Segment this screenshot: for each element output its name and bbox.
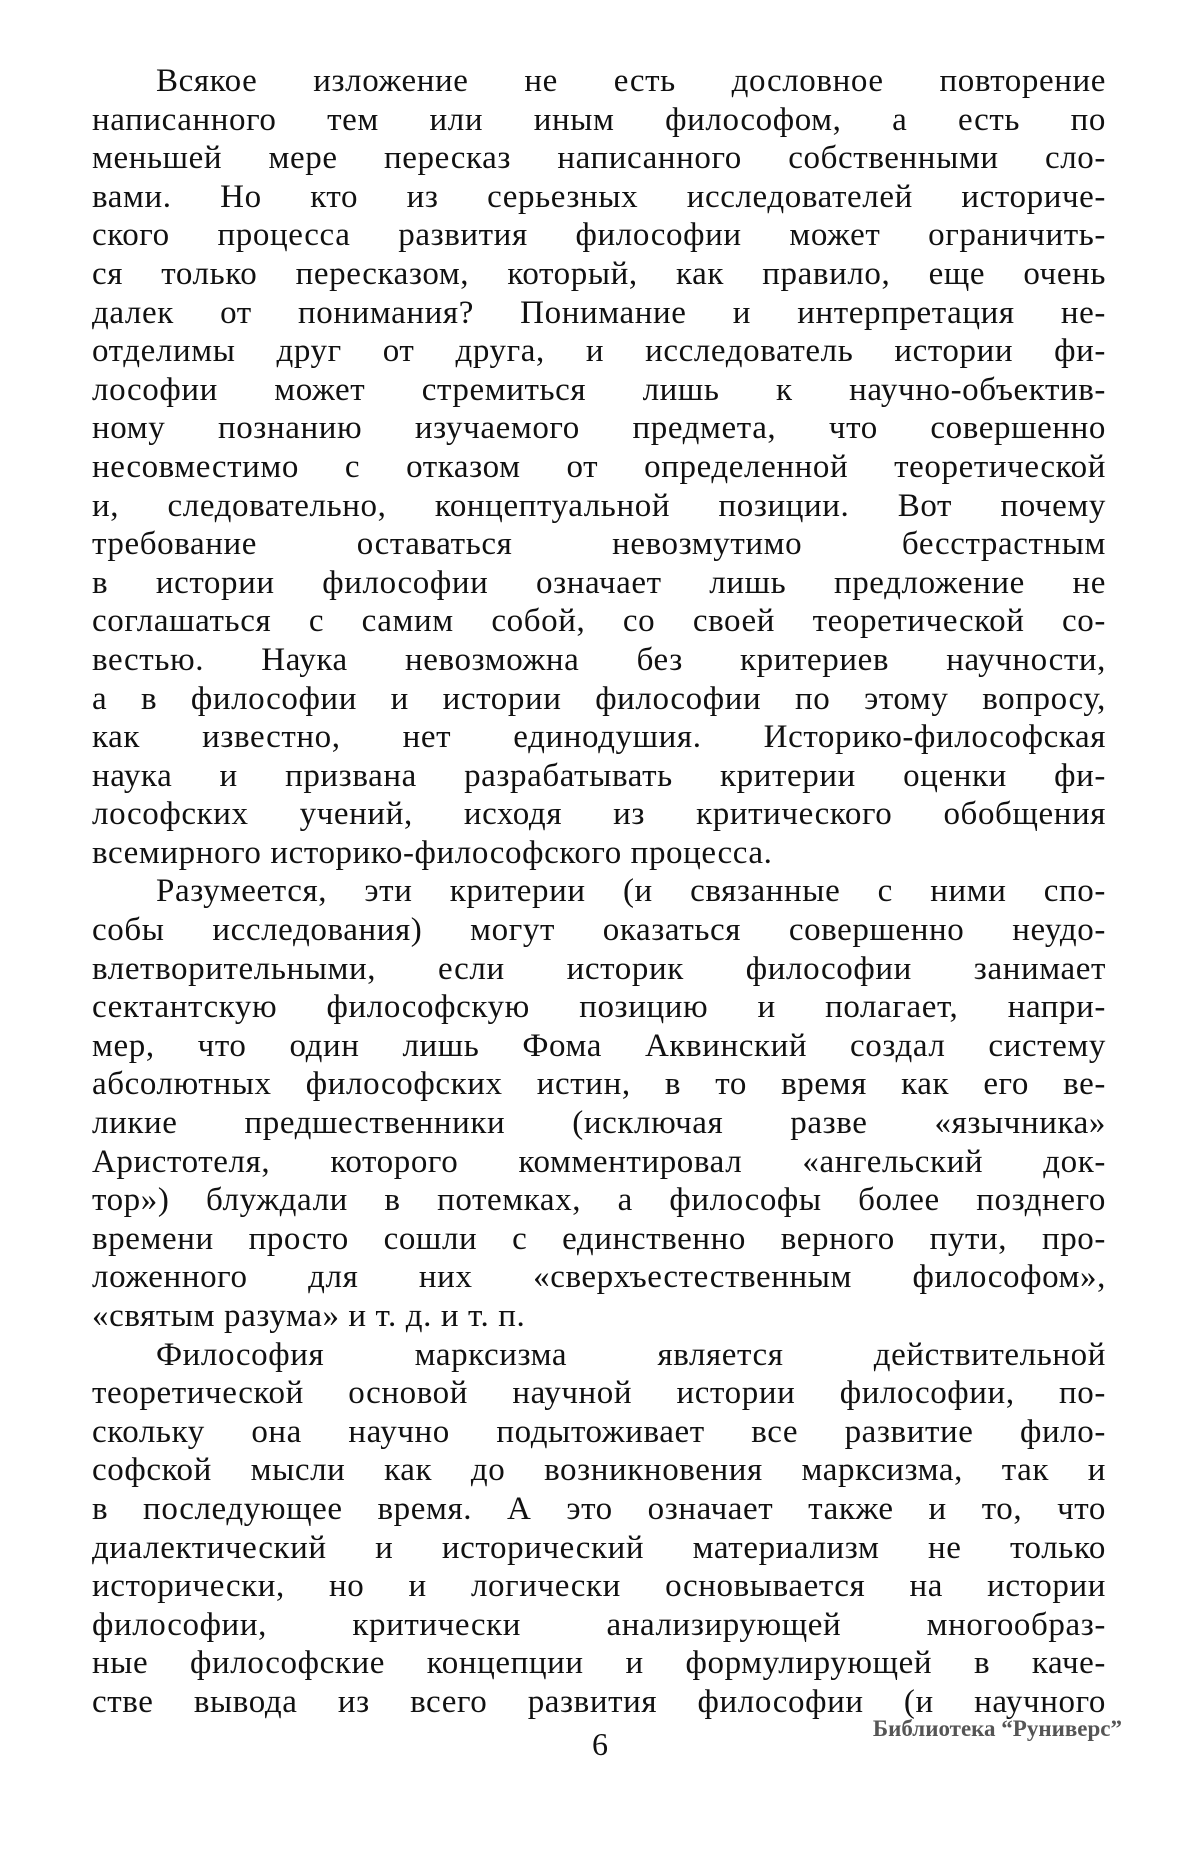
text-line: вами. Но кто из серьезных исследователей историче- xyxy=(92,178,1106,215)
text-line: времени просто сошли с единственно верного пути, про- xyxy=(92,1220,1106,1257)
library-watermark: Библиотека “Руниверс” xyxy=(872,1716,1122,1741)
text-line: стве вывода из всего развития философии (и научного xyxy=(92,1683,1106,1720)
text-line: Аристотеля, которого комментировал «ангельский док- xyxy=(92,1143,1106,1180)
text-line: соглашаться с самим собой, со своей теоретической со- xyxy=(92,603,1106,640)
text-line: софской мысли как до возникновения марксизма, так и xyxy=(92,1452,1106,1489)
text-line: меньшей мере пересказ написанного собственными сло- xyxy=(92,140,1106,177)
page-number: 6 xyxy=(592,1726,608,1762)
text-line: ному познанию изучаемого предмета, что совершенно xyxy=(92,410,1106,447)
text-line: в последующее время. А это означает также и то, что xyxy=(92,1490,1106,1527)
text-line: ликие предшественники (исключая разве «язычника» xyxy=(92,1105,1106,1142)
text-line: ся только пересказом, который, как правило, еще очень xyxy=(92,255,1106,292)
text-line: всемирного историко-философского процесса. xyxy=(92,834,773,871)
paragraph-1 xyxy=(92,62,1106,872)
text-line: влетворительными, если историк философии занимает xyxy=(92,950,1106,987)
text-line: диалектический и исторический материализм не только xyxy=(92,1529,1106,1566)
text-line: теоретической основой научной истории философии, по- xyxy=(92,1375,1106,1412)
paragraph-3 xyxy=(92,1336,1106,1722)
text-line: Всякое изложение не есть дословное повторение xyxy=(156,63,1106,99)
text-line: отделимы друг от друга, и исследователь истории фи- xyxy=(92,333,1106,370)
text-line: собы исследования) могут оказаться совершенно неудо- xyxy=(92,912,1106,949)
body-text xyxy=(92,62,1106,1722)
text-line: исторически, но и логически основывается на истории xyxy=(92,1568,1106,1605)
text-line: философии, критически анализирующей многообраз- xyxy=(92,1606,1106,1643)
text-line: тор») блуждали в потемках, а философы более позднего xyxy=(92,1182,1106,1219)
text-line: ные философские концепции и формулирующей в каче- xyxy=(92,1645,1106,1682)
text-line: ложенного для них «сверхъестественным философом», xyxy=(92,1259,1106,1296)
text-line: вестью. Наука невозможна без критериев научности, xyxy=(92,641,1106,678)
text-line: и, следовательно, концептуальной позиции. Вот почему xyxy=(92,487,1106,524)
text-line: требование оставаться невозмутимо бесстрастным xyxy=(92,526,1106,563)
text-line: а в философии и истории философии по этому вопросу, xyxy=(92,680,1106,717)
text-line: скольку она научно подытоживает все развитие фило- xyxy=(92,1413,1106,1450)
text-line: «святым разума» и т. д. и т. п. xyxy=(92,1298,526,1334)
text-line: мер, что один лишь Фома Аквинский создал систему xyxy=(92,1027,1106,1064)
text-line: наука и призвана разрабатывать критерии оценки фи- xyxy=(92,757,1106,794)
text-line: абсолютных философских истин, в то время как его ве- xyxy=(92,1066,1106,1103)
text-line: далек от понимания? Понимание и интерпретация не- xyxy=(92,294,1106,331)
text-line: лософских учений, исходя из критического обобщения xyxy=(92,796,1106,833)
text-line: как известно, нет единодушия. Историко-философская xyxy=(92,719,1106,756)
text-line: Философия марксизма является действительной xyxy=(156,1336,1106,1373)
paragraph-2 xyxy=(92,872,1106,1335)
text-line: сектантскую философскую позицию и полагает, напри- xyxy=(92,989,1106,1026)
text-line: в истории философии означает лишь предложение не xyxy=(92,564,1106,601)
text-line: Разумеется, эти критерии (и связанные с ними спо- xyxy=(156,873,1106,910)
text-line: несовместимо с отказом от определенной теоретической xyxy=(92,448,1106,485)
text-line: лософии может стремиться лишь к научно-объектив- xyxy=(92,371,1106,408)
text-line: ского процесса развития философии может ограничить- xyxy=(92,217,1106,254)
text-line: написанного тем или иным философом, а есть по xyxy=(92,101,1106,138)
